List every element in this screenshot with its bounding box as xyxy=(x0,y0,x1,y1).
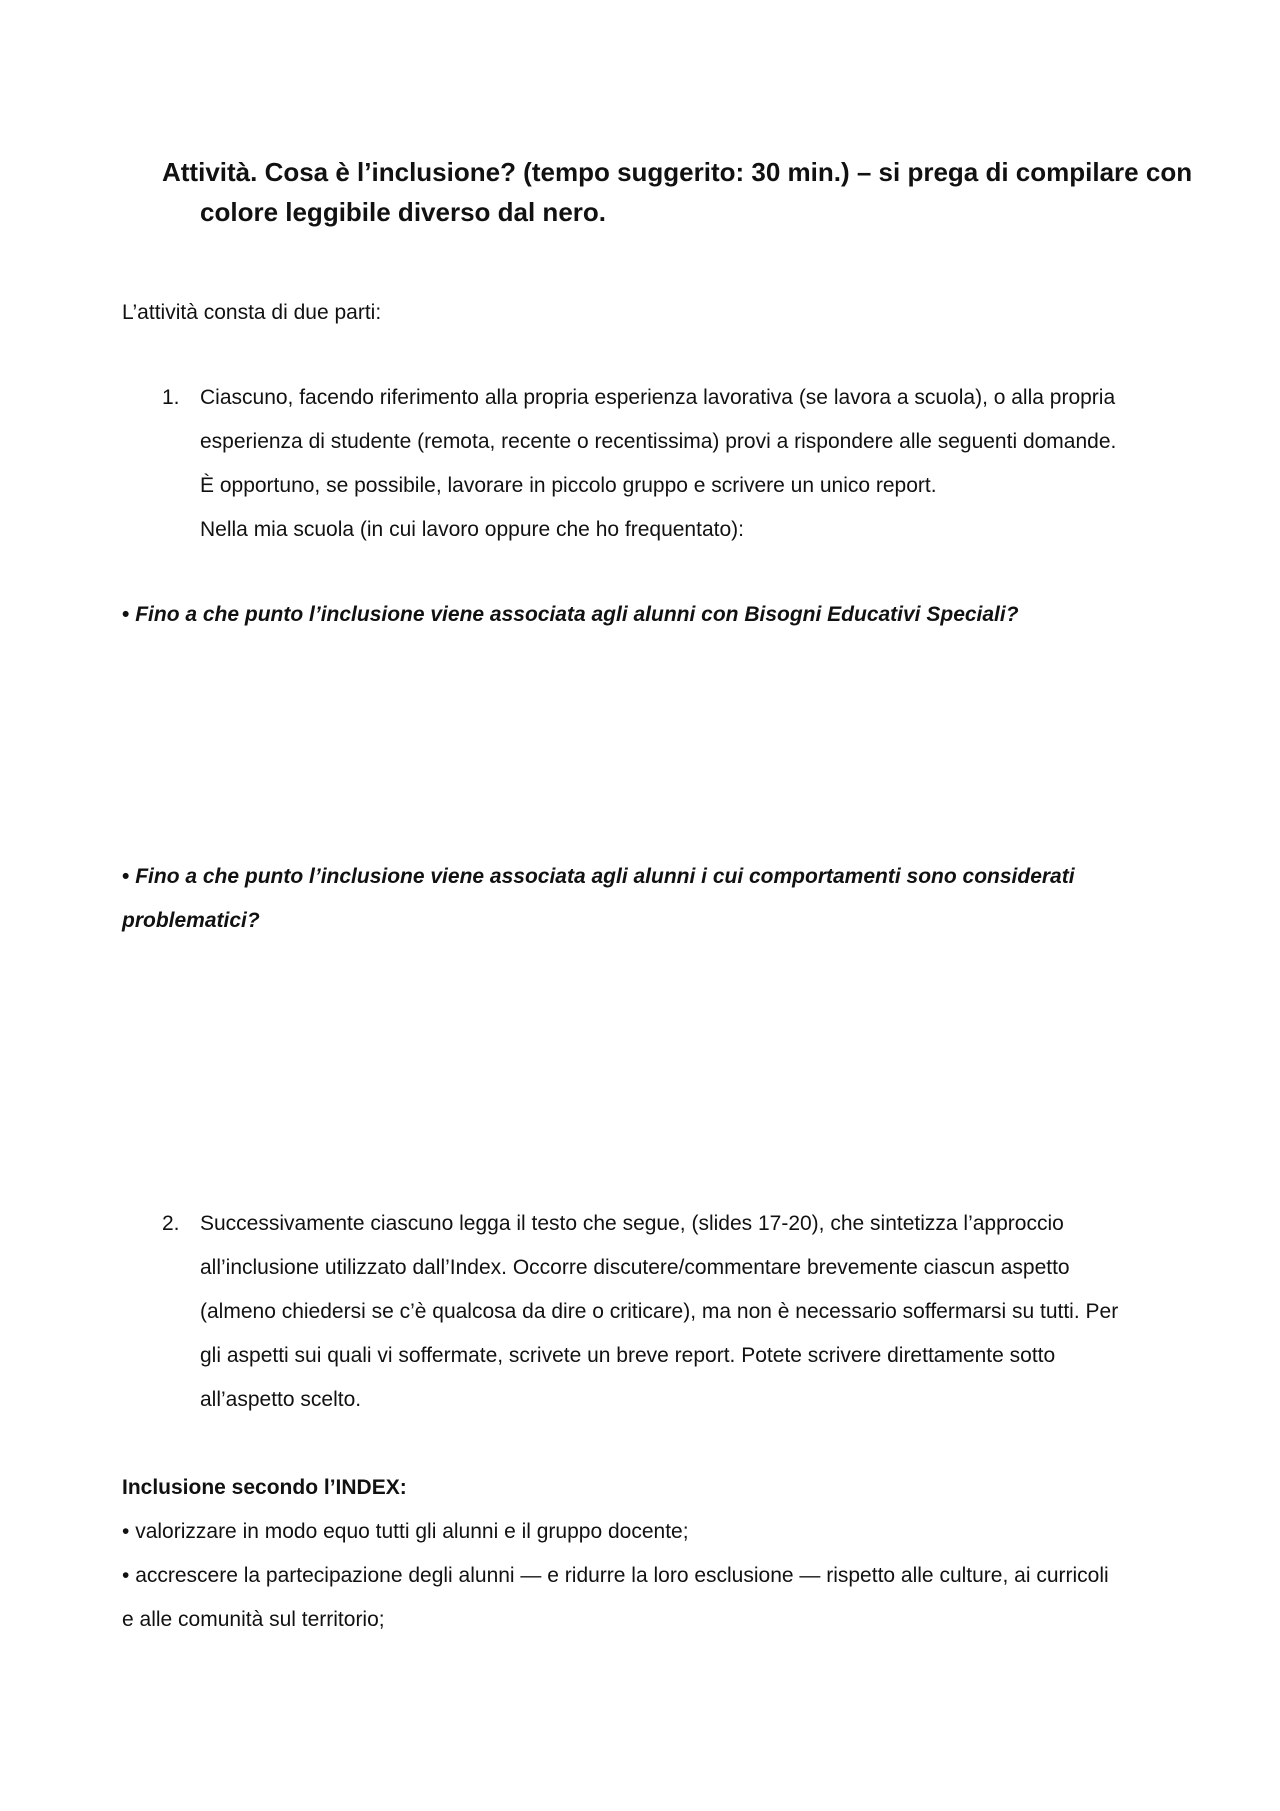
list-item-line: esperienza di studente (remota, recente o recentissima) provi a rispondere alle seguenti domande. xyxy=(200,430,1117,453)
list-item-line: gli aspetti sui quali vi soffermate, scrivete un breve report. Potete scrivere direttamente sotto xyxy=(200,1344,1056,1367)
list-number: 1. xyxy=(162,386,180,409)
intro-text: L’attività consta di due parti: xyxy=(122,301,382,324)
index-point xyxy=(122,1554,1172,1642)
list-item-line: (almeno chiedersi se c’è qualcosa da dire o criticare), ma non è necessario soffermarsi su tutti. Per xyxy=(200,1300,1119,1323)
list-item-line: Nella mia scuola (in cui lavoro oppure che ho frequentato): xyxy=(200,518,744,541)
list-item-line: È opportuno, se possibile, lavorare in piccolo gruppo e scrivere un unico report. xyxy=(200,474,937,497)
index-point xyxy=(122,1510,1172,1554)
index-heading: Inclusione secondo l’INDEX: xyxy=(122,1476,407,1499)
question-2 xyxy=(122,855,1172,943)
list-item-line: all’inclusione utilizzato dall’Index. Occorre discutere/commentare brevemente ciascun aspetto xyxy=(200,1256,1070,1279)
bullet-icon: • xyxy=(122,865,130,888)
index-points-list xyxy=(122,1510,1172,1642)
index-point-text: accrescere la partecipazione degli alunni — e ridurre la loro esclusione — rispetto alle culture, ai curricoli xyxy=(135,1564,1109,1587)
bullet-icon: • xyxy=(122,1564,130,1587)
bullet-icon: • xyxy=(122,603,130,626)
question-1 xyxy=(122,593,1172,637)
question-text: Fino a che punto l’inclusione viene associata agli alunni con Bisogni Educativi Speciali? xyxy=(135,603,1019,626)
list-number: 2. xyxy=(162,1212,180,1235)
list-item-body xyxy=(200,1202,1172,1422)
list-item-body xyxy=(200,376,1172,552)
question-text: problematici? xyxy=(122,909,260,932)
list-item-line: all’aspetto scelto. xyxy=(200,1388,362,1411)
question-text: Fino a che punto l’inclusione viene associata agli alunni i cui comportamenti sono considerati xyxy=(135,865,1075,888)
list-item-1 xyxy=(162,376,1172,552)
list-item-2 xyxy=(162,1202,1172,1422)
list-item-line: Ciascuno, facendo riferimento alla propria esperienza lavorativa (se lavora a scuola), o alla propria xyxy=(200,386,1116,409)
bullet-icon: • xyxy=(122,1520,130,1543)
index-point-text: valorizzare in modo equo tutti gli alunni e il gruppo docente; xyxy=(135,1520,689,1543)
index-point-text: e alle comunità sul territorio; xyxy=(122,1608,385,1631)
activity-title: Attività. Cosa è l’inclusione? (tempo suggerito: 30 min.) – si prega di compilare con colore leggibile diverso dal nero. xyxy=(162,157,1193,227)
list-item-line: Successivamente ciascuno legga il testo che segue, (slides 17-20), che sintetizza l’approccio xyxy=(200,1212,1064,1235)
